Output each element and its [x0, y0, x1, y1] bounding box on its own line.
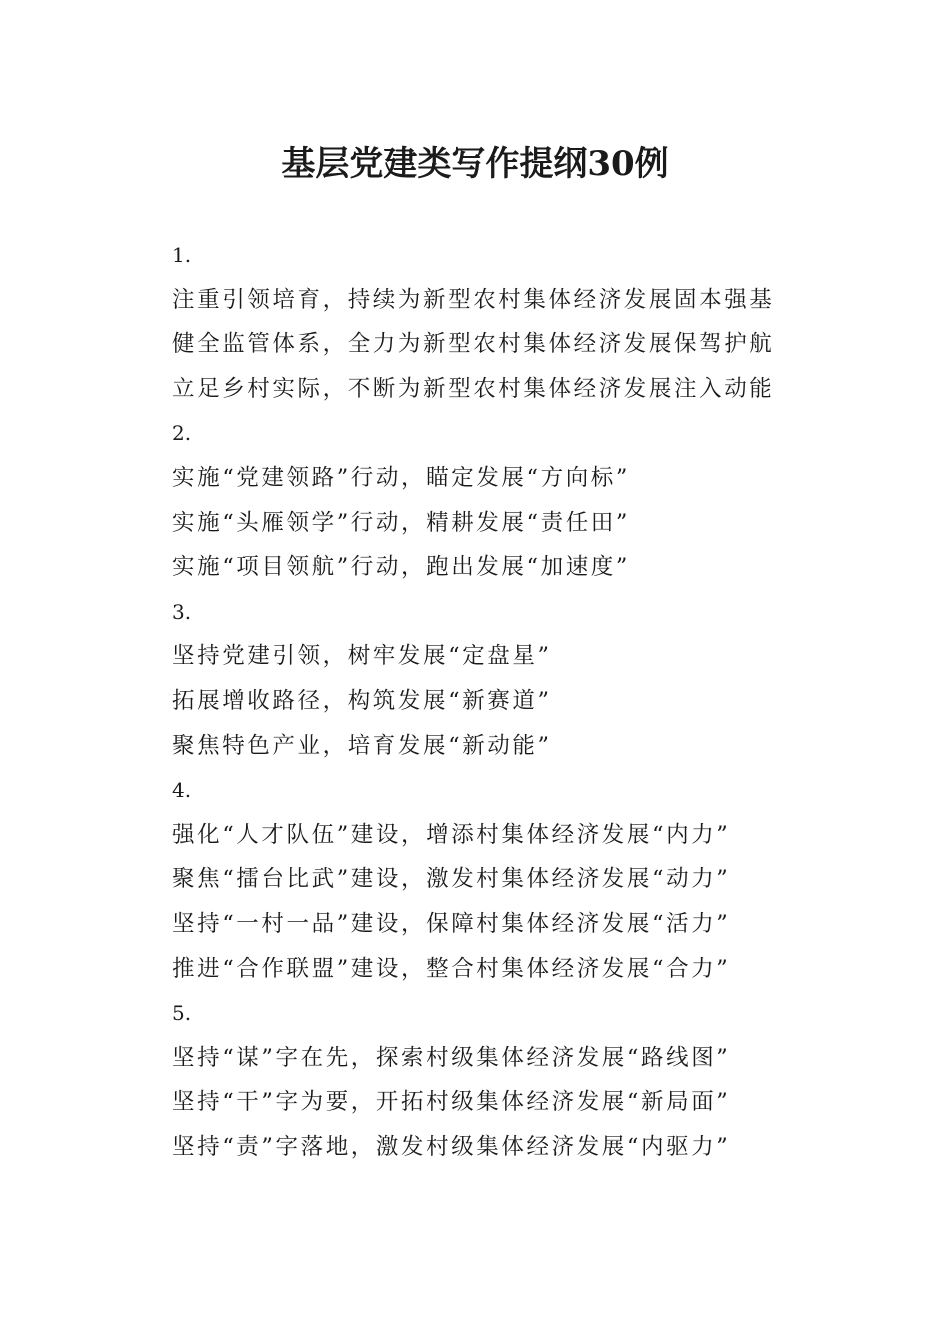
- document-title: 基层党建类写作提纲30例: [281, 144, 669, 184]
- section-number: 5.: [172, 1001, 192, 1026]
- outline-line: 推进“合作联盟”建设，整合村集体经济发展“合力”: [172, 955, 731, 982]
- outline-line: 聚焦特色产业，培育发展“新动能”: [172, 732, 552, 759]
- outline-line: 实施“项目领航”行动，跑出发展“加速度”: [172, 554, 631, 581]
- outline-line: 坚持“责”字落地，激发村级集体经济发展“内驱力”: [172, 1133, 731, 1160]
- outline-line: 强化“人才队伍”建设，增添村集体经济发展“内力”: [172, 821, 731, 848]
- outline-line: 聚焦“擂台比武”建设，激发村集体经济发展“动力”: [172, 866, 731, 893]
- section-number: 4.: [172, 778, 192, 803]
- outline-line: 坚持“一村一品”建设，保障村集体经济发展“活力”: [172, 910, 731, 937]
- outline-line: 健全监管体系，全力为新型农村集体经济发展保驾护航: [172, 331, 775, 358]
- section-number: 2.: [172, 421, 192, 446]
- section-number: 3.: [172, 599, 192, 624]
- outline-line: 拓展增收路径，构筑发展“新赛道”: [172, 687, 552, 714]
- outline-line: 实施“头雁领学”行动，精耕发展“责任田”: [172, 509, 631, 536]
- outline-line: 坚持“干”字为要，开拓村级集体经济发展“新局面”: [172, 1089, 731, 1116]
- outline-line: 注重引领培育，持续为新型农村集体经济发展固本强基: [172, 286, 775, 313]
- outline-line: 立足乡村实际，不断为新型农村集体经济发展注入动能: [172, 375, 775, 402]
- outline-line: 实施“党建领路”行动，瞄定发展“方向标”: [172, 464, 631, 491]
- outline-body: [172, 233, 812, 1169]
- outline-line: 坚持党建引领，树牢发展“定盘星”: [172, 643, 552, 670]
- outline-line: 坚持“谋”字在先，探索村级集体经济发展“路线图”: [172, 1044, 731, 1071]
- section-number: 1.: [172, 243, 192, 267]
